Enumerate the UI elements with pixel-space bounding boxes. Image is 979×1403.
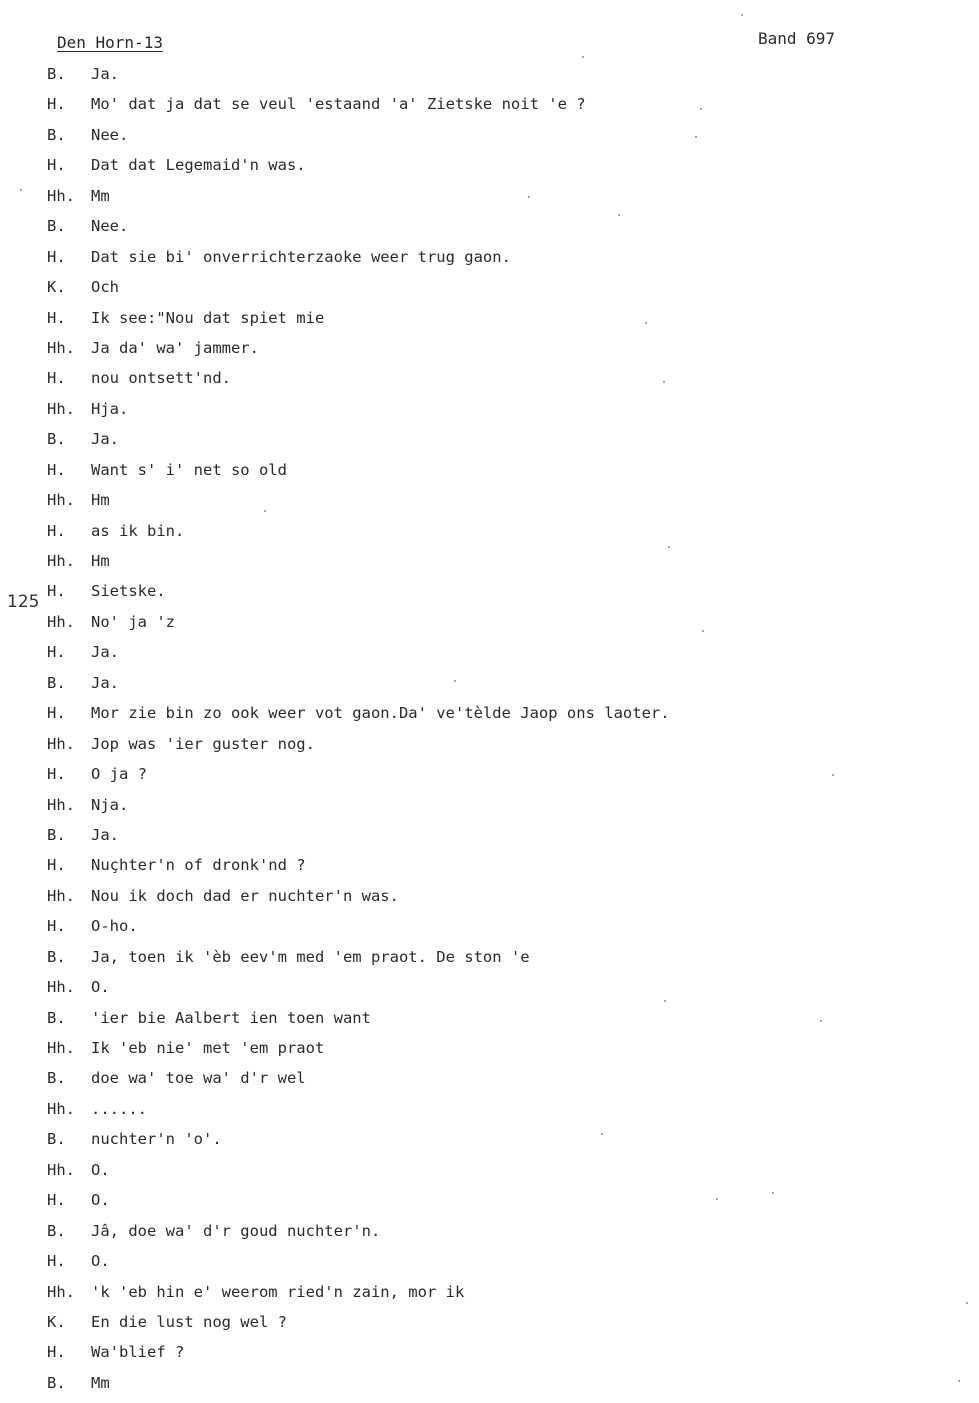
paper-speck — [664, 1000, 666, 1002]
utterance-text: Dat dat Legemaid'n was. — [91, 156, 306, 175]
utterance-text: Nou ik doch dad er nuchter'n was. — [91, 886, 399, 905]
transcript-line — [47, 916, 947, 946]
speaker-label: B. — [47, 65, 66, 83]
transcript-line — [47, 94, 947, 124]
speaker-label: Hh. — [47, 338, 75, 357]
transcript-line — [47, 1008, 947, 1038]
paper-speck — [700, 108, 702, 110]
paper-speck — [772, 1192, 774, 1194]
speaker-label: B. — [47, 1221, 66, 1240]
speaker-label: Hh. — [47, 886, 75, 905]
transcript-line — [47, 338, 947, 368]
utterance-text: Jop was 'ier guster nog. — [91, 734, 315, 753]
utterance-text: doe wa' toe wa' d'r wel — [91, 1069, 306, 1088]
speaker-label: H. — [47, 521, 66, 540]
utterance-text: Sietske. — [91, 582, 166, 601]
transcript-line — [47, 125, 947, 155]
paper-speck — [832, 774, 834, 776]
speaker-label: H. — [47, 856, 66, 875]
transcript-line — [47, 581, 947, 611]
speaker-label: Hh. — [47, 612, 75, 631]
transcript-line — [47, 795, 947, 825]
speaker-label: B. — [47, 1008, 66, 1027]
paper-speck — [618, 214, 620, 216]
transcript-line — [47, 277, 947, 307]
speaker-label: B. — [47, 1373, 66, 1392]
transcript-line — [47, 308, 947, 338]
speaker-label: B. — [47, 125, 66, 144]
utterance-text: Mm — [91, 1373, 110, 1392]
utterance-text: Ja da' wa' jammer. — [91, 338, 259, 357]
band-number: Band 697 — [758, 29, 836, 48]
transcript-line — [47, 1038, 947, 1068]
speaker-label: Hh. — [47, 1282, 75, 1301]
speaker-label: Hh. — [47, 399, 75, 418]
transcript-line — [47, 886, 947, 916]
speaker-label: Hh. — [47, 1099, 75, 1118]
transcript-line — [47, 1099, 947, 1129]
speaker-label: Hh. — [47, 978, 75, 997]
utterance-text: Mm — [91, 186, 110, 205]
transcript-line — [47, 155, 947, 185]
transcript-line — [47, 186, 947, 216]
speaker-label: B. — [47, 430, 66, 449]
transcript-line — [47, 1251, 947, 1281]
utterance-text: Ja, toen ik 'èb eev'm med 'em praot. De ston 'e — [91, 947, 530, 966]
speaker-label: H. — [47, 156, 66, 175]
utterance-text: O. — [91, 1160, 110, 1179]
speaker-label: B. — [47, 1130, 66, 1149]
utterance-text: Mor zie bin zo ook weer vot gaon.Da' ve'tèlde Jaop ons laoter. — [91, 704, 670, 723]
paper-speck — [820, 1020, 822, 1022]
speaker-label: H. — [47, 1191, 66, 1210]
utterance-text: Och — [91, 278, 119, 297]
transcript-line — [47, 947, 947, 977]
speaker-label: B. — [47, 673, 66, 692]
utterance-text: ...... — [91, 1099, 147, 1118]
utterance-text: Ja. — [91, 65, 119, 83]
utterance-text: nou ontsett'nd. — [91, 369, 231, 388]
transcript-line — [47, 490, 947, 520]
transcript-line — [47, 734, 947, 764]
margin-line-number: 125 — [7, 592, 40, 612]
transcript-line — [47, 977, 947, 1007]
speaker-label: H. — [47, 917, 66, 936]
speaker-label: B. — [47, 947, 66, 966]
speaker-label: Hh. — [47, 1039, 75, 1057]
transcript-line — [47, 521, 947, 551]
paper-speck — [958, 1380, 960, 1382]
speaker-label: H. — [47, 1343, 66, 1362]
speaker-label: H. — [47, 460, 66, 479]
paper-speck — [716, 1198, 718, 1200]
transcript-line — [47, 1282, 947, 1312]
paper-speck — [668, 546, 670, 548]
speaker-label: H. — [47, 247, 66, 266]
transcript-line — [47, 1190, 947, 1220]
speaker-label: K. — [47, 278, 66, 297]
paper-speck — [663, 381, 665, 383]
transcript-line — [47, 429, 947, 459]
transcript-line — [47, 1373, 947, 1403]
utterance-text: En die lust nog wel ? — [91, 1312, 287, 1331]
transcript-line — [47, 1160, 947, 1190]
speaker-label: H. — [47, 643, 66, 662]
paper-speck — [966, 1302, 968, 1304]
speaker-label: Hh. — [47, 795, 75, 814]
utterance-text: Mo' dat ja dat se veul 'estaand 'a' Zietske noit 'e ? — [91, 95, 586, 114]
speaker-label: B. — [47, 1069, 66, 1088]
utterance-text: Hm — [91, 491, 110, 510]
transcript-line — [47, 399, 947, 429]
utterance-text: Ja. — [91, 643, 119, 662]
utterance-text: 'k 'eb hin e' weerom ried'n zain, mor ik — [91, 1282, 465, 1301]
paper-speck — [645, 322, 647, 324]
utterance-text: Dat sie bi' onverrichterzaoke weer trug gaon. — [91, 247, 511, 266]
transcript-line — [47, 1129, 947, 1159]
transcript-line — [47, 642, 947, 672]
speaker-label: Hh. — [47, 734, 75, 753]
utterance-text: No' ja 'z — [91, 612, 175, 631]
speaker-label: B. — [47, 825, 66, 844]
utterance-text: O. — [91, 1252, 110, 1271]
transcript-line — [47, 673, 947, 703]
transcript-line — [47, 764, 947, 794]
document-title: Den Horn-13 — [57, 33, 163, 52]
speaker-label: Hh. — [47, 1160, 75, 1179]
utterance-text: as ik bin. — [91, 521, 185, 540]
utterance-text: Hm — [91, 552, 110, 570]
utterance-text: nuchter'n 'o'. — [91, 1130, 222, 1149]
speaker-label: H. — [47, 765, 66, 784]
paper-speck — [695, 136, 697, 138]
transcript-line — [47, 703, 947, 733]
utterance-text: Nuçhter'n of dronk'nd ? — [91, 856, 306, 875]
utterance-text: O-ho. — [91, 917, 138, 936]
speaker-label: B. — [47, 217, 66, 236]
paper-speck — [20, 189, 22, 191]
transcript-lines — [47, 64, 947, 1403]
speaker-label: H. — [47, 308, 66, 327]
utterance-text: Ja. — [91, 430, 119, 449]
utterance-text: Nja. — [91, 795, 129, 814]
speaker-label: Hh. — [47, 552, 75, 570]
utterance-text: O ja ? — [91, 765, 147, 784]
transcript-line — [47, 368, 947, 398]
utterance-text: Jâ, doe wa' d'r goud nuchter'n. — [91, 1221, 381, 1240]
utterance-text: Want s' i' net so old — [91, 460, 287, 479]
utterance-text: Ja. — [91, 825, 119, 844]
transcript-line — [47, 855, 947, 885]
transcript-line — [47, 1312, 947, 1342]
transcript-line — [47, 1221, 947, 1251]
paper-speck — [702, 630, 704, 632]
utterance-text: O. — [91, 1191, 110, 1210]
utterance-text: Ja. — [91, 673, 119, 692]
transcript-line — [47, 247, 947, 277]
paper-speck — [741, 14, 743, 16]
transcript-line — [47, 460, 947, 490]
paper-speck — [601, 1133, 603, 1135]
paper-speck — [454, 680, 456, 682]
speaker-label: H. — [47, 369, 66, 388]
speaker-label: H. — [47, 582, 66, 601]
speaker-label: K. — [47, 1312, 66, 1331]
paper-speck — [264, 510, 266, 512]
transcript-line — [47, 825, 947, 855]
transcript-line — [47, 551, 947, 581]
speaker-label: H. — [47, 95, 66, 114]
utterance-text: Ik see:"Nou dat spiet mie — [91, 308, 325, 327]
transcript-line — [47, 1068, 947, 1098]
speaker-label: H. — [47, 704, 66, 723]
speaker-label: Hh. — [47, 491, 75, 510]
speaker-label: H. — [47, 1252, 66, 1271]
paper-speck — [528, 196, 530, 198]
paper-speck — [582, 56, 584, 58]
utterance-text: Hja. — [91, 399, 129, 418]
transcript-line — [47, 216, 947, 246]
transcript-line — [47, 612, 947, 642]
utterance-text: 'ier bie Aalbert ien toen want — [91, 1008, 371, 1027]
utterance-text: Ik 'eb nie' met 'em praot — [91, 1039, 325, 1057]
transcript-line — [47, 1342, 947, 1372]
speaker-label: Hh. — [47, 186, 75, 205]
utterance-text: O. — [91, 978, 110, 997]
utterance-text: Wa'blief ? — [91, 1343, 185, 1362]
utterance-text: Nee. — [91, 217, 129, 236]
transcript-line — [47, 64, 947, 94]
utterance-text: Nee. — [91, 125, 129, 144]
